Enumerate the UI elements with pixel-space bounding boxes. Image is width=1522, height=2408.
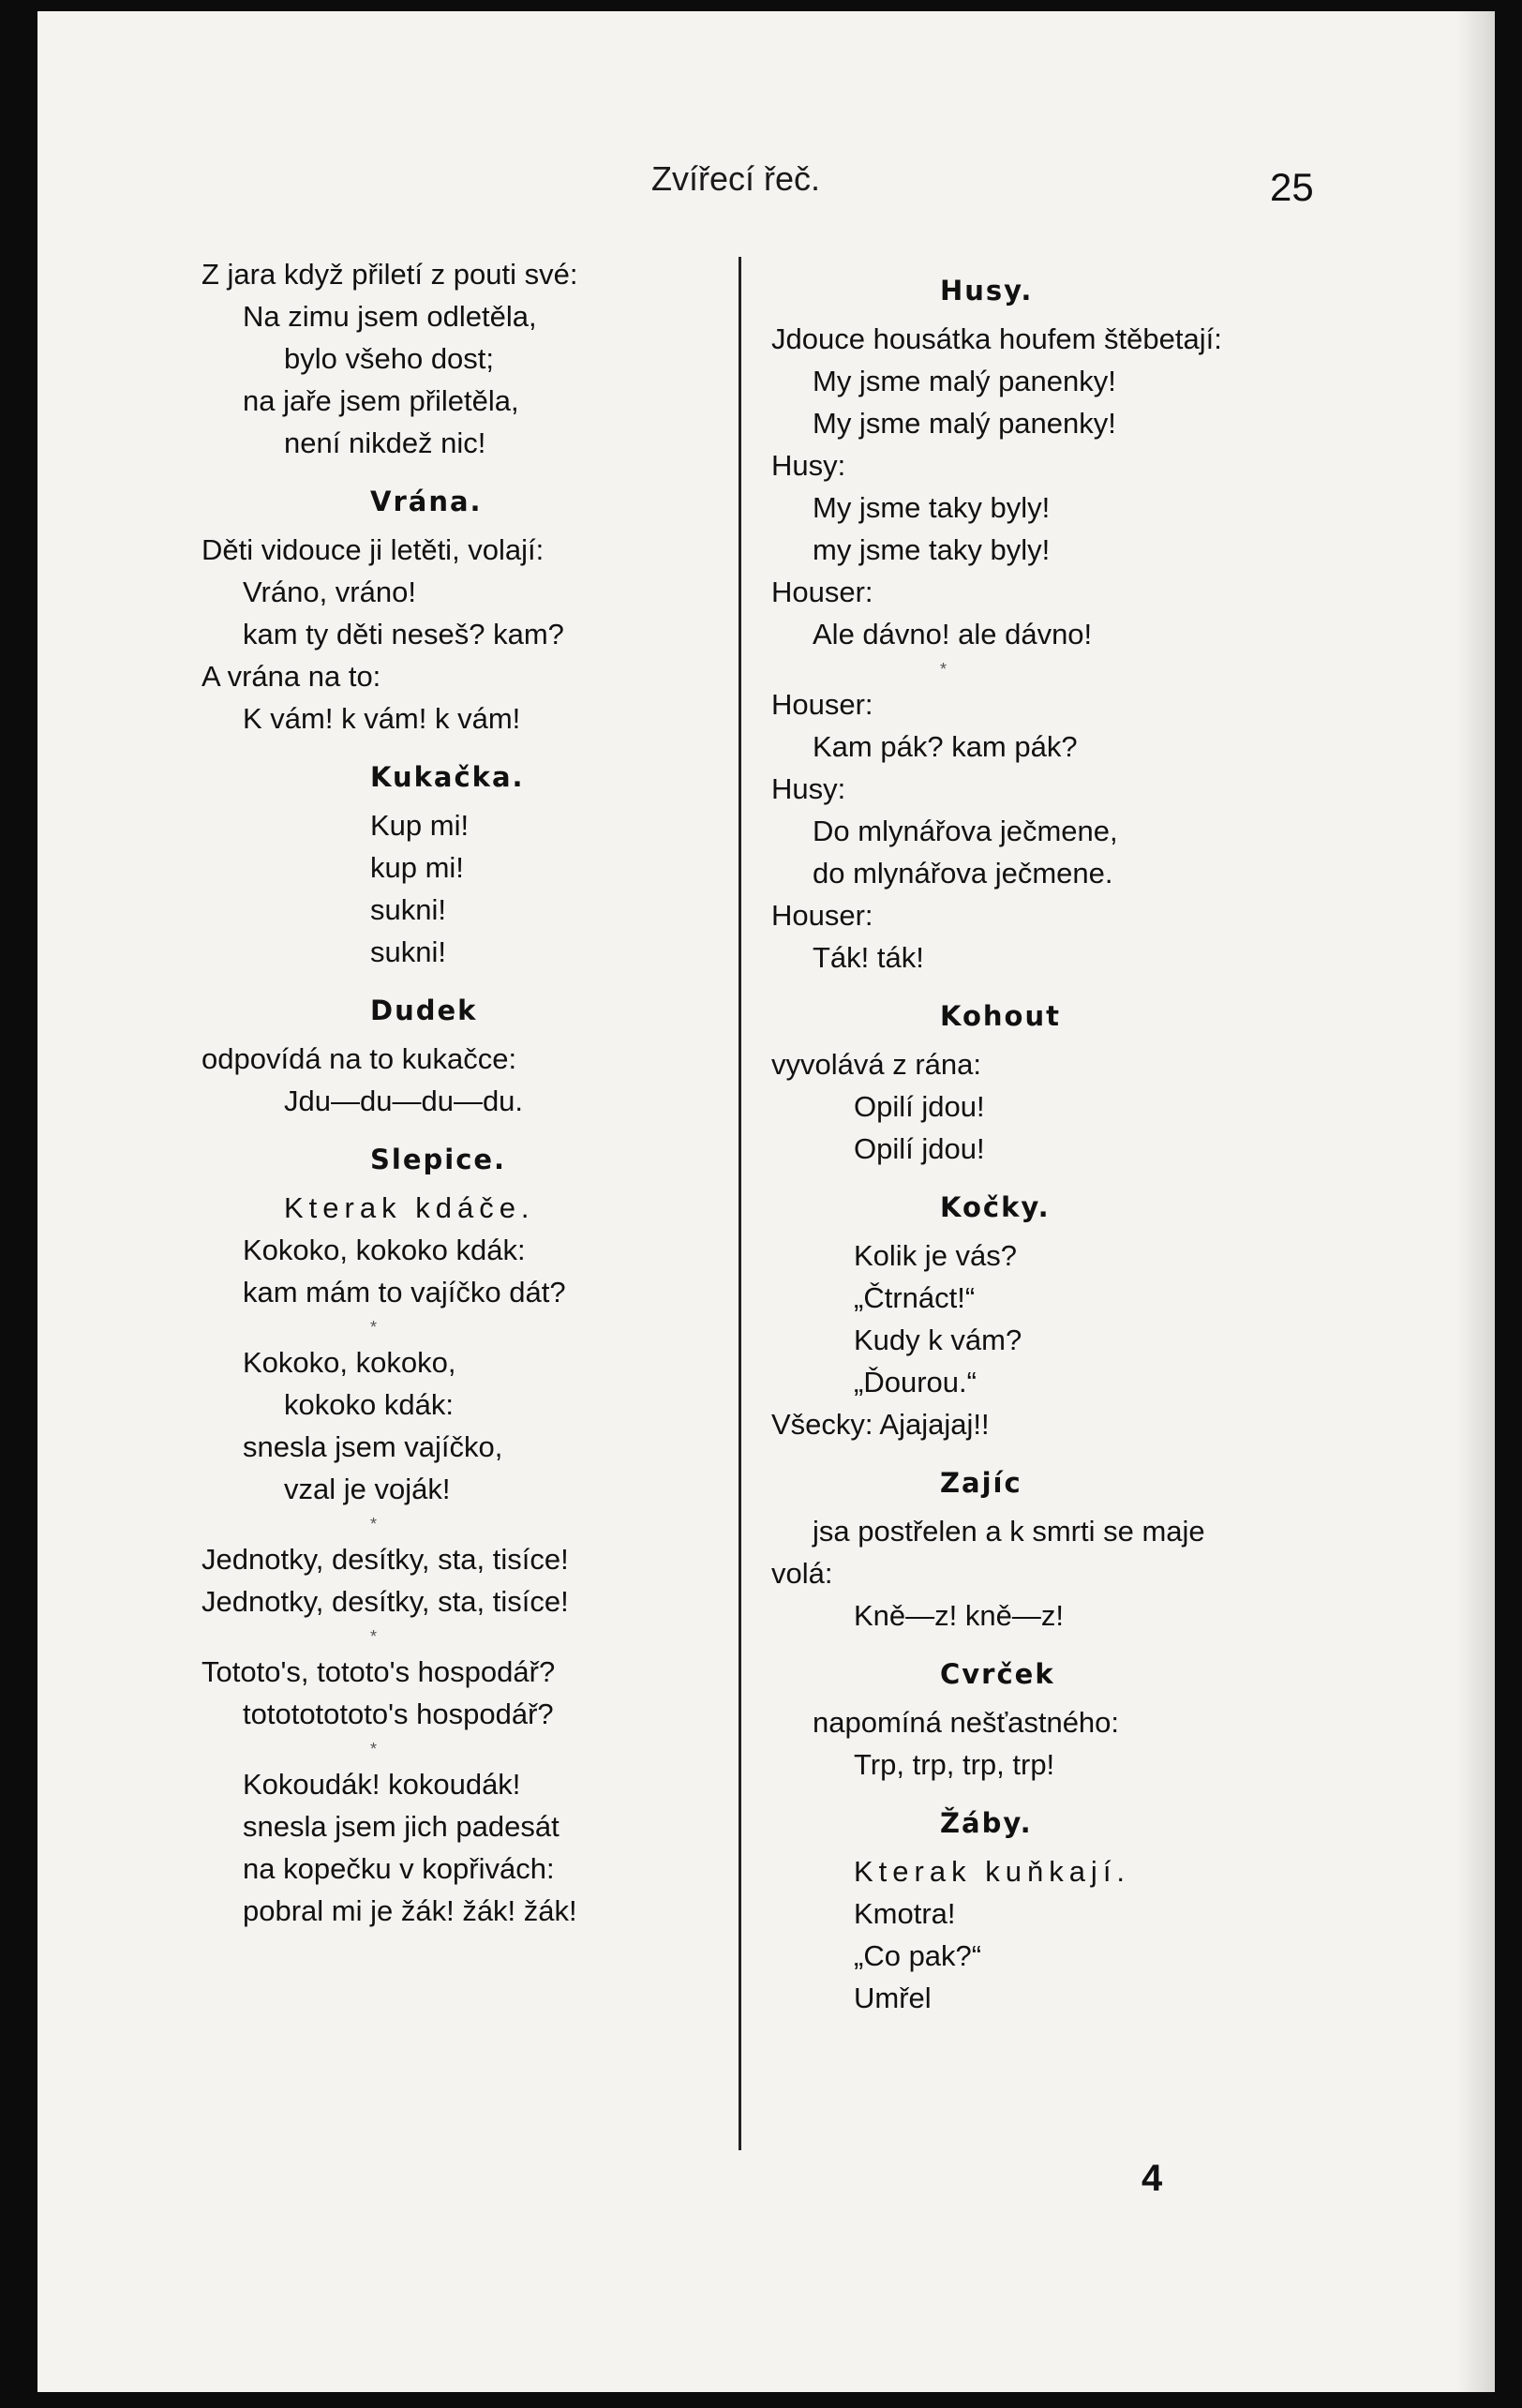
asterism-divider: * (940, 660, 948, 679)
left-column (201, 253, 726, 1932)
verse-line: Do mlynářova ječmene, (813, 815, 1118, 847)
section-heading: Husy. (940, 275, 1034, 307)
verse-line: bylo všeho dost; (284, 342, 495, 375)
asterism-divider: * (370, 1515, 378, 1533)
verse-line: Opilí jdou! (854, 1090, 985, 1123)
verse-line: Trp, trp, trp, trp! (854, 1748, 1055, 1781)
verse-line: Kokoko, kokoko, (243, 1346, 456, 1379)
verse-line: Na zimu jsem odletěla, (243, 300, 537, 333)
verse-line: My jsme taky byly! (813, 491, 1051, 524)
signature-mark: 4 (1142, 2158, 1163, 2199)
verse-line: Houser: (771, 576, 873, 608)
verse-line: sukni! (370, 893, 446, 926)
verse-line: Jednotky, desítky, sta, tisíce! (201, 1585, 569, 1618)
running-title: Zvířecí řeč. (651, 159, 821, 198)
verse-line: Všecky: Ajajajaj!! (771, 1408, 990, 1441)
verse-line: sukni! (370, 935, 446, 968)
section-heading: Slepice. (370, 1144, 507, 1175)
verse-line: není nikdež nic! (284, 426, 486, 459)
verse-line: Husy: (771, 772, 846, 805)
verse-line: Děti vidouce ji letěti, volají: (201, 533, 545, 566)
subtitle-line: Kterak kdáče. (284, 1191, 535, 1224)
verse-line: Jdouce housátka houfem štěbetají: (771, 322, 1222, 355)
section-heading: Žáby. (940, 1807, 1033, 1839)
verse-line: Kmotra! (854, 1897, 956, 1930)
verse-line: Houser: (771, 688, 873, 721)
verse-line: Kam pák? kam pák? (813, 730, 1078, 763)
verse-line: Jednotky, desítky, sta, tisíce! (201, 1543, 569, 1576)
page-number: 25 (1270, 165, 1314, 209)
verse-line: Jdu—du—du—du. (284, 1084, 524, 1117)
verse-line: Opilí jdou! (854, 1132, 985, 1165)
verse-line: na jaře jsem přiletěla, (243, 384, 519, 417)
verse-line: Kně—z! kně—z! (854, 1599, 1064, 1632)
section-heading: Vrána. (370, 486, 483, 517)
verse-line: jsa postřelen a k smrti se maje (813, 1515, 1205, 1548)
verse-line: kup mi! (370, 851, 464, 884)
verse-line: kam ty děti neseš? kam? (243, 618, 564, 651)
section-heading: Cvrček (940, 1658, 1055, 1690)
verse-line: Tototo's, tototo's hospodář? (201, 1655, 556, 1688)
verse-line: Houser: (771, 899, 873, 932)
asterism-divider: * (370, 1627, 378, 1646)
section-heading: Kohout (940, 1000, 1061, 1032)
book-page (37, 11, 1495, 2392)
verse-line: pobral mi je žák! žák! žák! (243, 1894, 577, 1927)
section-heading: Dudek (370, 995, 478, 1026)
verse-line: kam mám to vajíčko dát? (243, 1276, 566, 1309)
verse-line: snesla jsem vajíčko, (243, 1430, 503, 1463)
verse-line: vzal je voják! (284, 1473, 451, 1505)
verse-line: A vrána na to: (201, 660, 381, 693)
verse-line: na kopečku v kopřivách: (243, 1852, 555, 1885)
verse-line: Umřel (854, 1982, 932, 2014)
verse-line: Ale dávno! ale dávno! (813, 618, 1093, 651)
verse-line: „Ďourou.“ (854, 1366, 977, 1398)
verse-line: Kokoko, kokoko kdák: (243, 1234, 526, 1266)
subtitle-line: Kterak kuňkají. (854, 1855, 1131, 1888)
asterism-divider: * (370, 1740, 378, 1758)
column-divider (739, 257, 741, 2150)
page-header (37, 159, 1495, 216)
verse-line: „Co pak?“ (854, 1939, 982, 1972)
section-heading: Kočky. (940, 1191, 1051, 1223)
verse-line: Kokoudák! kokoudák! (243, 1768, 521, 1801)
verse-line: kokoko kdák: (284, 1388, 454, 1421)
verse-line: My jsme malý panenky! (813, 407, 1116, 440)
verse-line: „Čtrnáct!“ (854, 1281, 976, 1314)
verse-line: Kudy k vám? (854, 1324, 1022, 1356)
verse-line: Kup mi! (370, 809, 470, 842)
verse-line: vyvolává z rána: (771, 1048, 981, 1081)
verse-line: Ták! ták! (813, 941, 924, 974)
verse-line: Z jara když přiletí z pouti své: (201, 258, 578, 291)
verse-line: K vám! k vám! k vám! (243, 702, 521, 735)
section-heading: Zajíc (940, 1467, 1022, 1499)
verse-line: snesla jsem jich padesát (243, 1810, 560, 1843)
asterism-divider: * (370, 1318, 378, 1337)
verse-line: My jsme malý panenky! (813, 365, 1116, 397)
verse-line: napomíná nešťastného: (813, 1706, 1120, 1739)
section-heading: Kukačka. (370, 761, 525, 793)
verse-line: Kolik je vás? (854, 1239, 1018, 1272)
verse-line: do mlynářova ječmene. (813, 857, 1113, 890)
verse-line: my jsme taky byly! (813, 533, 1051, 566)
verse-line: Vráno, vráno! (243, 576, 416, 608)
right-column (771, 253, 1465, 2019)
verse-line: odpovídá na to kukačce: (201, 1042, 517, 1075)
verse-line: totototototo's hospodář? (243, 1698, 554, 1730)
verse-line: volá: (771, 1557, 833, 1590)
verse-line: Husy: (771, 449, 846, 482)
